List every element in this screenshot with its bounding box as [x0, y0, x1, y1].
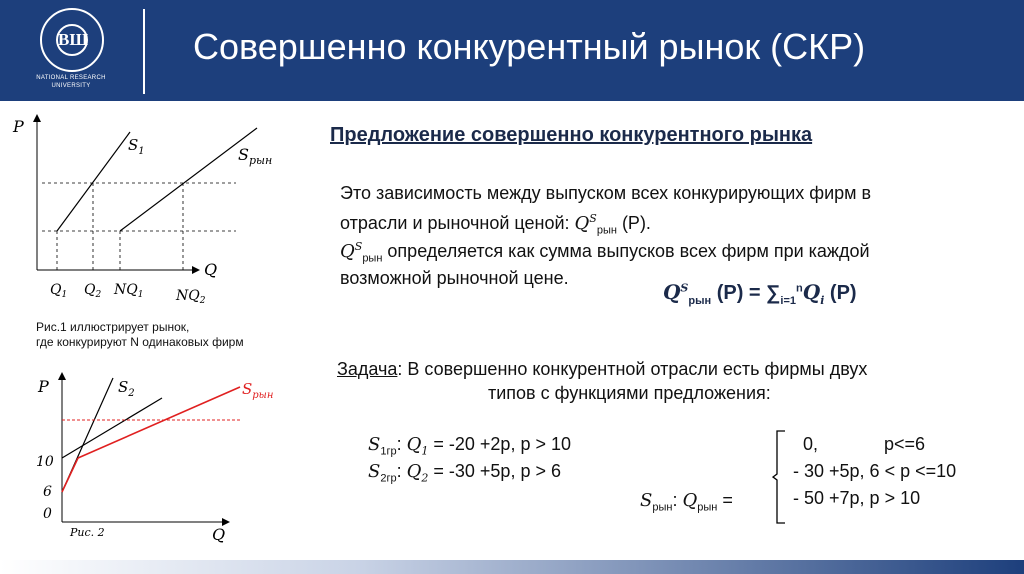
logo-letters: ВШ	[56, 24, 88, 56]
definition-line-2: отрасли и рыночной ценой: $Q^S_{рын}$ (P).	[340, 212, 651, 237]
fig2-market-segment-2	[78, 387, 240, 458]
fig2-p-label: P	[38, 377, 49, 396]
task-market-function: $S_{рын}$: $Q_{рын}$ =	[640, 490, 733, 514]
case-1-condition: p<=6	[884, 434, 926, 454]
task-s1-function: $S_{1гр}$: $Q_1 = -20 +2p$, p > 10	[368, 434, 571, 458]
fig1-caption-line-2: где конкурируют N одинаковых фирм	[36, 335, 244, 349]
fig2-market-segment-1	[62, 458, 78, 492]
figure-1-chart	[0, 110, 320, 310]
fig1-s1-label: $S_1$	[128, 136, 145, 157]
definition-line-4: возможной рыночной цене.	[340, 268, 569, 288]
figure-2-chart	[0, 370, 320, 550]
university-logo	[40, 8, 104, 72]
piecewise-brace	[772, 430, 786, 524]
task-line-2: типов с функциями предложения:	[488, 383, 771, 403]
fig2-srynk-label: $S_{рын}$	[242, 380, 274, 401]
fig2-s2-label: $S_2$	[118, 378, 135, 399]
fig1-tick-q2: $Q_2$	[84, 282, 102, 300]
footer-gradient-bar	[0, 560, 1024, 574]
fig2-tick-0: 0	[43, 506, 52, 522]
section-heading: Предложение совершенно конкурентного рынка	[330, 124, 813, 146]
definition-line-1: Это зависимость между выпуском всех конкурирующих фирм в	[340, 183, 872, 203]
fig2-p-arrow	[58, 372, 66, 380]
case-1-value: 0,	[803, 434, 819, 454]
fig1-q-arrow	[192, 266, 200, 274]
fig1-p-label: P	[13, 117, 24, 136]
fig1-srynk-label: $S_{рын}$	[238, 145, 273, 167]
header-bar	[0, 0, 1024, 101]
fig2-tick-6: 6	[43, 484, 52, 500]
fig1-tick-nq1: $NQ_1$	[114, 282, 144, 300]
task-s2-function: $S_{2гр}$: $Q_2 = -30 +5p$, p > 6	[368, 461, 561, 485]
fig2-caption: Рис. 2	[70, 526, 105, 539]
fig1-caption-line-1: Рис.1 иллюстрирует рынок,	[36, 320, 190, 334]
fig1-market-supply-curve	[120, 128, 257, 231]
header-divider	[143, 9, 145, 94]
task-line-1: Задача: В совершенно конкурентной отрасли есть фирмы двух	[337, 359, 868, 379]
fig1-tick-nq2: $NQ_2$	[176, 288, 206, 306]
fig1-tick-q1: $Q_1$	[50, 282, 68, 300]
slide-title: Совершенно конкурентный рынок (СКР)	[193, 26, 866, 67]
case-2: - 30 +5p, 6 < p <=10	[793, 461, 957, 481]
logo-caption: NATIONAL RESEARCH UNIVERSITY	[36, 75, 106, 89]
fig2-q-label: Q	[212, 525, 226, 544]
case-3: - 50 +7p, p > 10	[793, 488, 921, 508]
fig1-q-label: Q	[204, 260, 218, 279]
definition-line-3: $Q^S_{рын}$ определяется как сумма выпусков всех фирм при каждой	[340, 240, 870, 265]
fig1-s1-curve	[57, 132, 130, 231]
fig1-p-arrow	[33, 114, 41, 122]
task-label: Задача	[337, 359, 398, 379]
fig2-tick-10: 10	[36, 454, 54, 470]
market-supply-formula: $Q^S_{рын}$ $(P) = \sum_{i=1}^nQ_i$ (P)	[663, 280, 857, 307]
